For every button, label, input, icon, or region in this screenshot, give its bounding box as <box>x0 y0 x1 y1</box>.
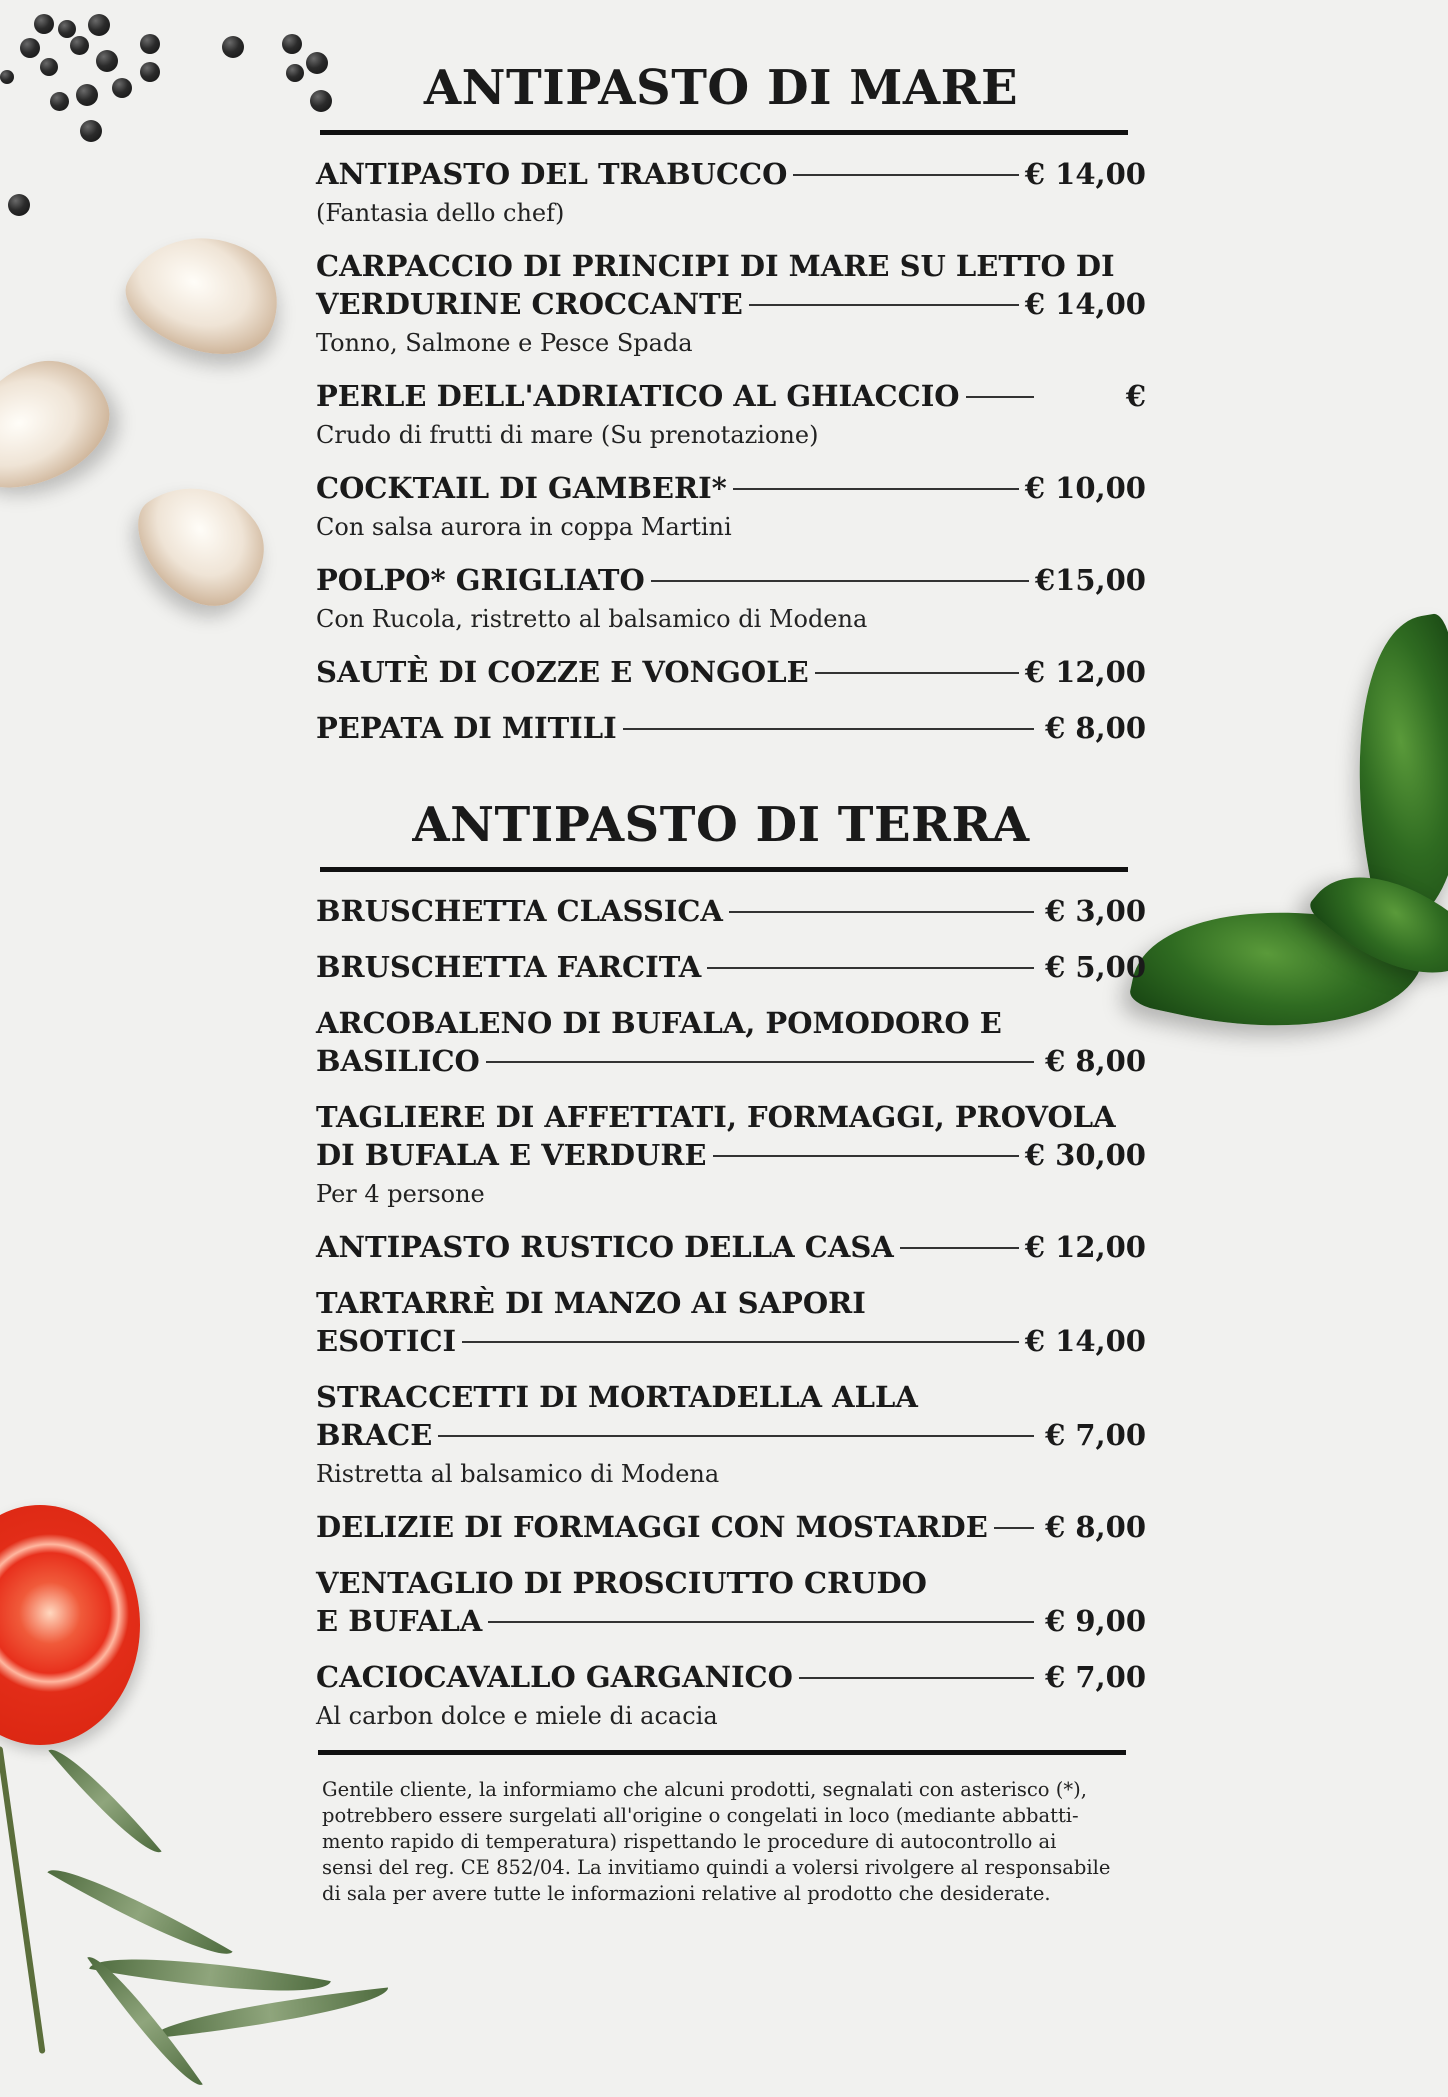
leader-line <box>749 304 1019 306</box>
item-name-row <box>316 1416 1146 1454</box>
item-name: SAUTÈ DI COZZE E VONGOLE <box>316 655 809 689</box>
item-price: € 9,00 <box>1045 1604 1146 1638</box>
leader-line <box>438 1435 1034 1437</box>
menu-item <box>316 1658 1146 1732</box>
item-price: € 8,00 <box>1045 711 1146 745</box>
menu-item <box>316 561 1146 635</box>
item-name-row <box>316 1508 1146 1546</box>
allergen-note <box>316 1777 1122 1907</box>
leader-line <box>462 1341 1019 1343</box>
menu-section <box>316 60 1146 747</box>
item-price: € 5,00 <box>1045 950 1146 984</box>
item-name: ESOTICI <box>316 1324 457 1358</box>
item-name-row <box>316 1136 1146 1174</box>
item-description: Per 4 persone <box>316 1180 485 1208</box>
item-price: € 14,00 <box>1024 1324 1146 1358</box>
item-price: € 14,00 <box>1024 157 1146 191</box>
item-price: € 12,00 <box>1024 1230 1146 1264</box>
item-name: BASILICO <box>316 1044 480 1078</box>
item-name-row <box>316 709 1146 747</box>
item-description: Ristretta al balsamico di Modena <box>316 1460 720 1488</box>
item-name-row <box>316 1228 1146 1266</box>
menu-item <box>316 377 1146 451</box>
item-name-row <box>316 285 1146 323</box>
note-line: di sala per avere tutte le informazioni relative al prodotto che desiderate. <box>322 1882 1051 1905</box>
menu-item <box>316 469 1146 543</box>
item-name-row <box>316 892 1146 930</box>
menu-item <box>316 1284 1146 1360</box>
item-name: DI BUFALA E VERDURE <box>316 1138 707 1172</box>
footer-divider <box>318 1750 1126 1755</box>
item-name-row <box>316 1322 1146 1360</box>
leader-line <box>900 1247 1019 1249</box>
item-name: CACIOCAVALLO GARGANICO <box>316 1660 793 1694</box>
item-price: €15,00 <box>1035 563 1146 597</box>
section-divider <box>320 867 1128 872</box>
note-line: mento rapido di temperatura) rispettando le procedure di autocontrollo ai <box>322 1830 1057 1853</box>
item-name-first-line: ARCOBALENO DI BUFALA, POMODORO E <box>316 1006 1002 1040</box>
leader-line <box>623 728 1034 730</box>
item-name: VERDURINE CROCCANTE <box>316 287 743 321</box>
note-line: Gentile cliente, la informiamo che alcuni prodotti, segnalati con asterisco (*), <box>322 1778 1087 1801</box>
item-name-row <box>316 377 1146 415</box>
leader-line <box>488 1621 1034 1623</box>
menu-section <box>316 797 1146 1732</box>
item-price: € 3,00 <box>1045 894 1146 928</box>
item-name: COCKTAIL DI GAMBERI* <box>316 471 727 505</box>
item-name-row <box>316 469 1146 507</box>
item-name: PEPATA DI MITILI <box>316 711 617 745</box>
item-name-row <box>316 561 1146 599</box>
leader-line <box>707 967 1034 969</box>
note-line: sensi del reg. CE 852/04. La invitiamo quindi a volersi rivolgere al responsabile <box>322 1856 1111 1879</box>
item-name: BRACE <box>316 1418 433 1452</box>
leader-line <box>994 1527 1034 1529</box>
menu-item <box>316 247 1146 359</box>
item-name-first-line: TARTARRÈ DI MANZO AI SAPORI <box>316 1286 866 1320</box>
item-price: € 8,00 <box>1045 1044 1146 1078</box>
menu-content <box>316 60 1146 1907</box>
menu-item <box>316 653 1146 691</box>
item-name: POLPO* GRIGLIATO <box>316 563 645 597</box>
item-description: Crudo di frutti di mare (Su prenotazione) <box>316 421 819 449</box>
item-name: ANTIPASTO RUSTICO DELLA CASA <box>316 1230 894 1264</box>
item-name: E BUFALA <box>316 1604 483 1638</box>
menu-item <box>316 1098 1146 1210</box>
item-description: Al carbon dolce e miele di acacia <box>316 1702 718 1730</box>
menu-item <box>316 1564 1146 1640</box>
item-name-row <box>316 155 1146 193</box>
leader-line <box>815 672 1019 674</box>
tomato-decoration <box>0 1505 140 1745</box>
item-price: € <box>1125 379 1146 413</box>
menu-item <box>316 1004 1146 1080</box>
menu-item <box>316 1228 1146 1266</box>
item-name-first-line: STRACCETTI DI MORTADELLA ALLA <box>316 1380 918 1414</box>
leader-line <box>729 911 1034 913</box>
section-title: ANTIPASTO DI MARE <box>423 60 1019 116</box>
leader-line <box>733 488 1019 490</box>
section-divider <box>320 130 1128 135</box>
item-description: Con salsa aurora in coppa Martini <box>316 513 732 541</box>
item-name-row <box>316 1042 1146 1080</box>
item-name: DELIZIE DI FORMAGGI CON MOSTARDE <box>316 1510 988 1544</box>
item-name: ANTIPASTO DEL TRABUCCO <box>316 157 788 191</box>
item-name: PERLE DELL'ADRIATICO AL GHIACCIO <box>316 379 960 413</box>
item-name-first-line: CARPACCIO DI PRINCIPI DI MARE SU LETTO DI <box>316 249 1115 283</box>
item-price: € 7,00 <box>1045 1660 1146 1694</box>
item-description: Tonno, Salmone e Pesce Spada <box>316 329 693 357</box>
menu-item <box>316 155 1146 229</box>
leader-line <box>713 1155 1019 1157</box>
menu-item <box>316 709 1146 747</box>
menu-item <box>316 892 1146 930</box>
item-name-row <box>316 1602 1146 1640</box>
item-price: € 12,00 <box>1024 655 1146 689</box>
item-price: € 10,00 <box>1024 471 1146 505</box>
item-description: (Fantasia dello chef) <box>316 199 565 227</box>
item-name-row <box>316 653 1146 691</box>
item-name-first-line: VENTAGLIO DI PROSCIUTTO CRUDO <box>316 1566 927 1600</box>
leader-line <box>651 580 1029 582</box>
item-price: € 7,00 <box>1045 1418 1146 1452</box>
note-line: potrebbero essere surgelati all'origine o congelati in loco (mediante abbatti- <box>322 1804 1079 1827</box>
leader-line <box>486 1061 1034 1063</box>
menu-item <box>316 948 1146 986</box>
item-name-row <box>316 948 1146 986</box>
leader-line <box>799 1677 1034 1679</box>
item-price: € 14,00 <box>1024 287 1146 321</box>
item-name-row <box>316 1658 1146 1696</box>
leader-line <box>793 174 1019 176</box>
item-price: € 8,00 <box>1045 1510 1146 1544</box>
leader-line <box>966 396 1034 398</box>
item-name-first-line: TAGLIERE DI AFFETTATI, FORMAGGI, PROVOLA <box>316 1100 1116 1134</box>
section-title: ANTIPASTO DI TERRA <box>412 797 1030 853</box>
item-name: BRUSCHETTA FARCITA <box>316 950 702 984</box>
menu-item <box>316 1508 1146 1546</box>
menu-item <box>316 1378 1146 1490</box>
item-description: Con Rucola, ristretto al balsamico di Modena <box>316 605 868 633</box>
item-price: € 30,00 <box>1024 1138 1146 1172</box>
item-name: BRUSCHETTA CLASSICA <box>316 894 723 928</box>
